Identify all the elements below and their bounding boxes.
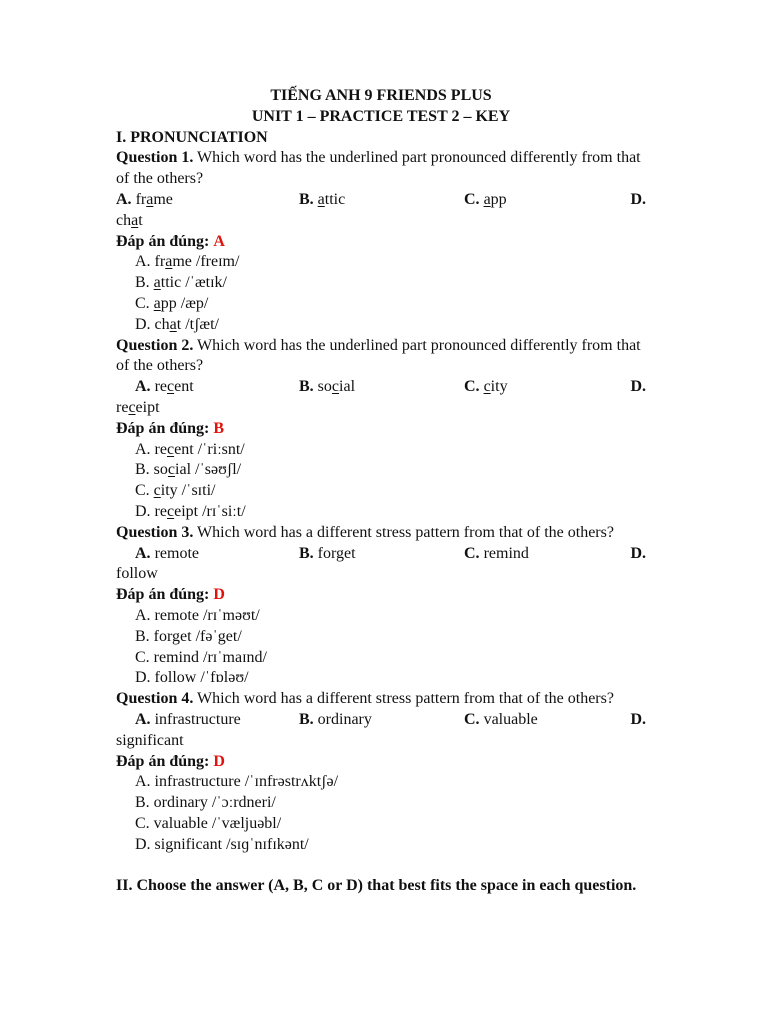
option-a <box>116 190 173 211</box>
text-part: ity /ˈsɪti/ <box>160 482 216 500</box>
option-letter: B. <box>299 378 314 396</box>
underlined-letter: a <box>131 211 139 229</box>
options-row <box>116 710 646 731</box>
text-part: forget <box>313 544 356 562</box>
text-part: A. fr <box>135 253 166 271</box>
option-b <box>299 190 345 211</box>
answer-label: Đáp án đúng: <box>116 752 210 770</box>
option-a <box>135 544 199 565</box>
correct-answer <box>116 232 646 253</box>
text-part: infrastructure <box>150 710 241 728</box>
option-d-text <box>116 398 646 419</box>
underlined-letter: a <box>153 274 161 292</box>
text-part: ial <box>339 378 356 396</box>
explanation-line <box>116 627 646 648</box>
question-text: Which word has the underlined part pronounced differently from that of the others? <box>116 336 641 375</box>
text-part: ent <box>174 378 194 396</box>
explanation-line <box>116 772 646 793</box>
underlined-letter: c <box>128 398 136 416</box>
options-row <box>116 190 646 211</box>
question-text: Which word has the underlined part pronounced differently from that of the others? <box>116 149 641 188</box>
question-stem <box>116 523 646 544</box>
explanation-line <box>116 814 646 835</box>
underlined-letter: c <box>331 378 340 396</box>
underlined-letter: c <box>166 440 175 458</box>
question-stem <box>116 148 646 190</box>
text-part: re <box>150 378 167 396</box>
text-part: t /tʃæt/ <box>176 315 219 333</box>
option-c <box>464 190 507 211</box>
text-part: C. valuable /ˈvæljuəbl/ <box>135 814 282 832</box>
text-part: D. significant /sɪɡˈnɪfɪkənt/ <box>135 835 309 853</box>
option-letter: C. <box>464 710 480 728</box>
underlined-letter: c <box>166 502 175 520</box>
option-letter: A. <box>135 710 151 728</box>
explanation-line <box>116 668 646 689</box>
correct-answer <box>116 419 646 440</box>
explanation-line <box>116 440 646 461</box>
text-part: D. re <box>135 502 167 520</box>
text-part: A. infrastructure /ˈɪnfrəstrʌktʃə/ <box>135 773 339 791</box>
text-part: B. ordinary /ˈɔːrdneri/ <box>135 794 276 812</box>
text-part: pp <box>490 190 507 208</box>
explanation-line <box>116 835 646 856</box>
question-label: Question 2. <box>116 336 194 354</box>
text-part: so <box>313 378 332 396</box>
option-b <box>299 710 372 731</box>
explanation-line <box>116 315 646 336</box>
underlined-letter: a <box>317 190 325 208</box>
option-d-text <box>116 564 646 585</box>
option-d-text <box>116 211 646 232</box>
question-block <box>116 336 646 523</box>
text-part: B. <box>135 274 154 292</box>
section-heading-pronunciation: I. PRONUNCIATION <box>116 128 268 146</box>
question-stem <box>116 689 646 710</box>
text-part: C. <box>135 482 154 500</box>
answer-label: Đáp án đúng: <box>116 232 210 250</box>
text-part: ent /ˈriːsnt/ <box>174 440 245 458</box>
option-b <box>299 544 356 565</box>
option-letter: D. <box>630 544 646 562</box>
option-letter: B. <box>299 190 314 208</box>
question-text: Which word has a different stress pattern from that of the others? <box>193 523 614 541</box>
text-part: D. follow /ˈfɒləʊ/ <box>135 669 249 687</box>
correct-answer <box>116 752 646 773</box>
explanation-line <box>116 793 646 814</box>
answer-letter: B <box>213 419 225 437</box>
option-letter: C. <box>464 190 480 208</box>
text-part: re <box>116 398 129 416</box>
explanation-line <box>116 481 646 502</box>
explanation-line <box>116 273 646 294</box>
section-heading-choose-answer: II. Choose the answer (A, B, C or D) that best fits the space in each question. <box>116 877 637 895</box>
answer-letter: A <box>213 232 225 250</box>
question-block <box>116 523 646 689</box>
underlined-letter: c <box>167 378 175 396</box>
underlined-letter: a <box>169 315 177 333</box>
option-c <box>464 544 529 565</box>
option-letter: D. <box>630 190 646 208</box>
text-part: B. so <box>135 461 168 479</box>
option-d <box>630 710 646 731</box>
text-part: C. <box>135 294 154 312</box>
options-row <box>116 544 646 565</box>
text-part: pp /æp/ <box>160 294 209 312</box>
option-d <box>630 190 646 211</box>
text-part: ordinary <box>313 710 372 728</box>
question-text: Which word has a different stress pattern from that of the others? <box>193 690 614 708</box>
explanation-line <box>116 502 646 523</box>
explanation-line <box>116 606 646 627</box>
answer-label: Đáp án đúng: <box>116 586 210 604</box>
text-part: ial /ˈsəʊʃl/ <box>175 461 242 479</box>
underlined-letter: a <box>146 190 154 208</box>
underlined-letter: c <box>483 378 491 396</box>
text-part: remote <box>150 544 199 562</box>
text-part: A. remote /rɪˈməʊt/ <box>135 606 260 624</box>
text-part: B. forget /fəˈget/ <box>135 627 242 645</box>
option-letter: C. <box>464 378 480 396</box>
explanation-line <box>116 252 646 273</box>
option-c <box>464 710 538 731</box>
text-part: C. remind /rɪˈmaɪnd/ <box>135 648 267 666</box>
text-part: fr <box>131 190 147 208</box>
underlined-letter: c <box>153 482 161 500</box>
question-block <box>116 689 646 855</box>
text-part: ity <box>490 378 508 396</box>
text-part: valuable <box>479 710 538 728</box>
option-letter: B. <box>299 544 314 562</box>
option-b <box>299 377 355 398</box>
text-part: A. re <box>135 440 167 458</box>
option-letter: C. <box>464 544 480 562</box>
answer-letter: D <box>213 752 225 770</box>
correct-answer <box>116 585 646 606</box>
text-part: ch <box>116 211 132 229</box>
text-part: significant <box>116 731 184 749</box>
option-letter: D. <box>630 710 646 728</box>
question-label: Question 4. <box>116 690 194 708</box>
text-part: follow <box>116 565 158 583</box>
question-label: Question 3. <box>116 523 194 541</box>
question-block <box>116 148 646 335</box>
explanation-line <box>116 460 646 481</box>
option-letter: A. <box>135 544 151 562</box>
explanation-line <box>116 294 646 315</box>
options-row <box>116 377 646 398</box>
spacer <box>116 855 646 876</box>
option-d-text <box>116 731 646 752</box>
answer-letter: D <box>213 586 225 604</box>
answer-label: Đáp án đúng: <box>116 419 210 437</box>
text-part: t <box>138 211 143 229</box>
underlined-letter: a <box>483 190 491 208</box>
text-part: me <box>153 190 173 208</box>
text-part: me /freɪm/ <box>172 253 240 271</box>
document-subtitle: UNIT 1 – PRACTICE TEST 2 – KEY <box>251 107 511 125</box>
document-page <box>116 86 646 897</box>
option-letter: B. <box>299 710 314 728</box>
option-d <box>630 544 646 565</box>
option-letter: A. <box>116 190 132 208</box>
explanation-line <box>116 648 646 669</box>
text-part: eipt /rɪˈsiːt/ <box>174 502 246 520</box>
document-title: TIẾNG ANH 9 FRIENDS PLUS <box>270 87 492 104</box>
text-part: eipt <box>135 398 160 416</box>
option-d <box>630 377 646 398</box>
text-part: D. ch <box>135 315 170 333</box>
option-c <box>464 377 508 398</box>
underlined-letter: c <box>167 461 176 479</box>
question-list <box>116 148 646 855</box>
option-letter: A. <box>135 378 151 396</box>
question-label: Question 1. <box>116 149 194 167</box>
text-part: ttic <box>324 190 346 208</box>
underlined-letter: a <box>165 253 173 271</box>
question-stem <box>116 336 646 378</box>
underlined-letter: a <box>153 294 161 312</box>
option-a <box>135 710 241 731</box>
option-letter: D. <box>630 378 646 396</box>
option-a <box>135 377 194 398</box>
text-part: remind <box>479 544 529 562</box>
text-part: ttic /ˈætɪk/ <box>160 274 227 292</box>
